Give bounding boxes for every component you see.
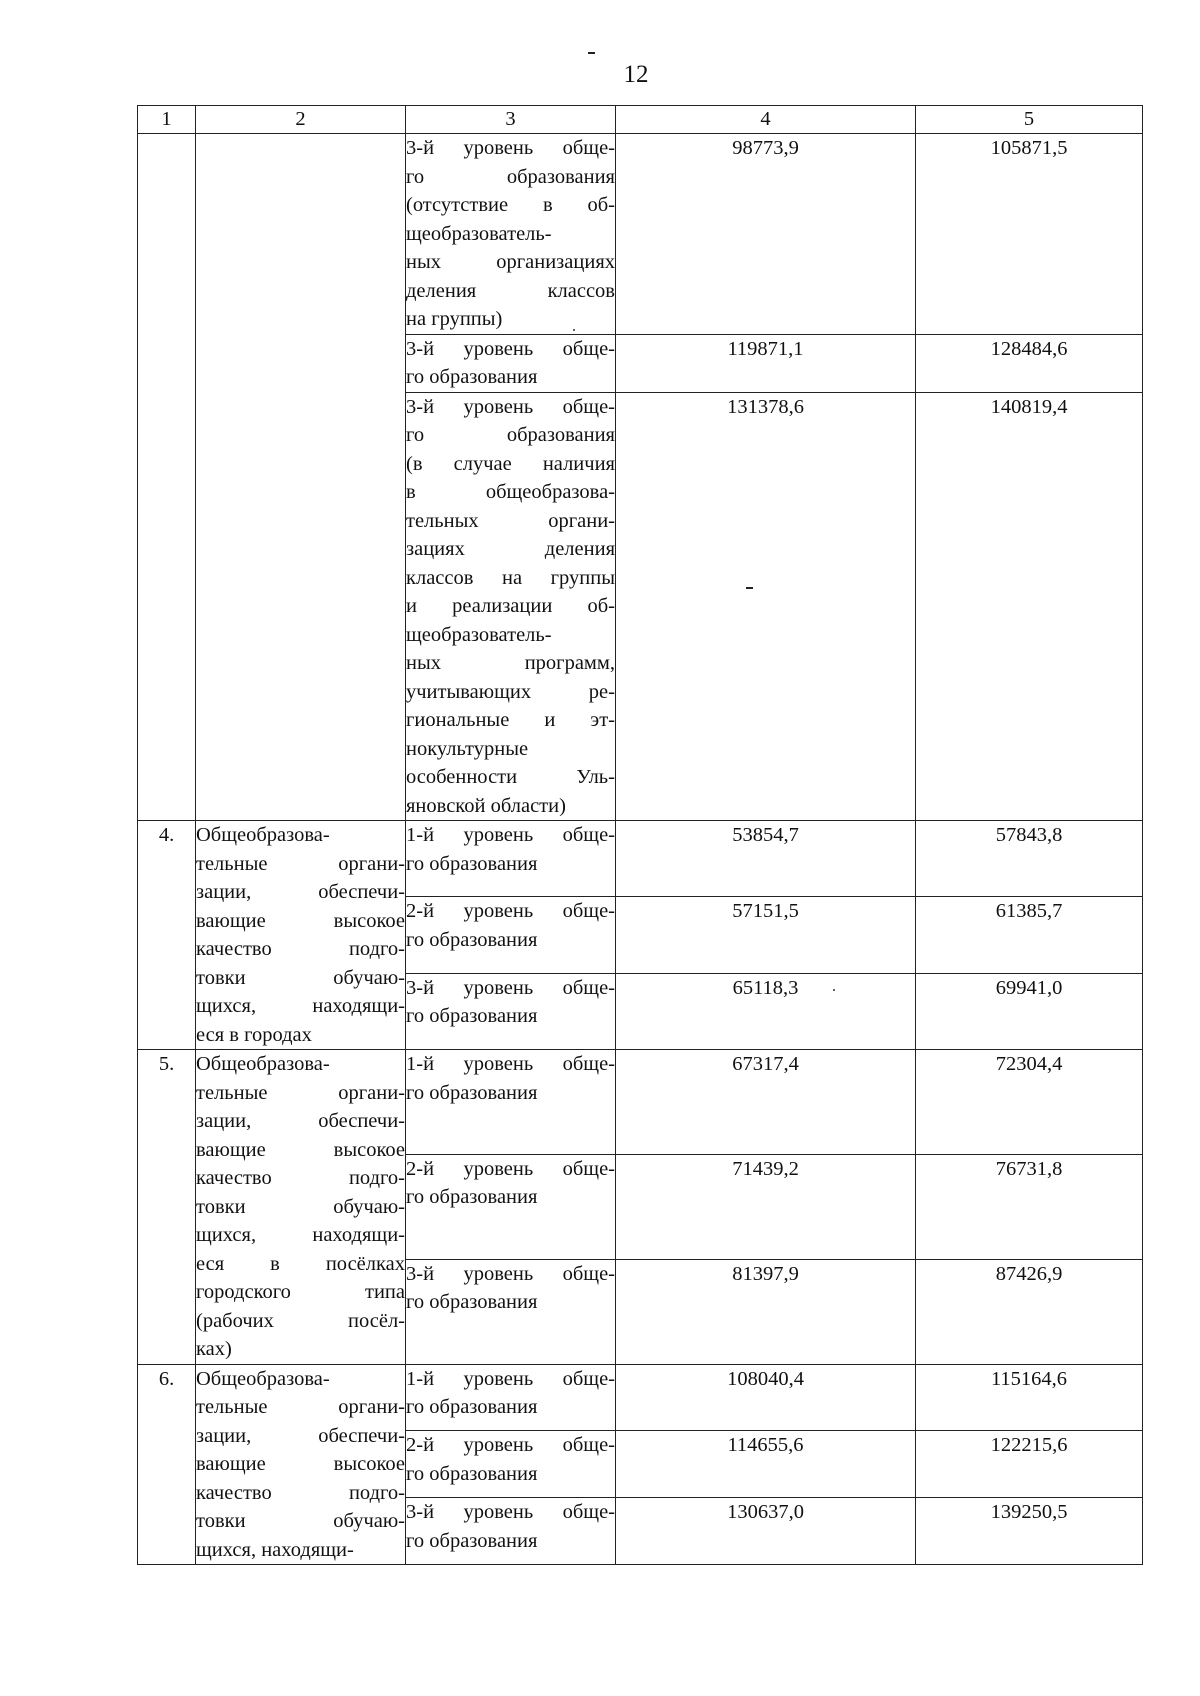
text-line: го образования bbox=[406, 1462, 538, 1485]
text-line: (рабочих посёл- bbox=[196, 1309, 405, 1332]
education-level bbox=[406, 1498, 616, 1565]
text-line: ных программ, bbox=[406, 652, 615, 674]
row-number: 6. bbox=[138, 1364, 196, 1565]
row-number: 4. bbox=[138, 821, 196, 1050]
scan-dot bbox=[573, 329, 575, 331]
text-line: тельных органи- bbox=[406, 509, 615, 532]
text-line: товки обучаю- bbox=[196, 1510, 405, 1532]
text-line: на группы) bbox=[406, 308, 503, 330]
text-line: городского типа bbox=[196, 1281, 405, 1303]
text-line: го образования bbox=[406, 1396, 538, 1418]
text-line: го образования bbox=[406, 366, 538, 388]
text-line: щихся, находящи- bbox=[196, 1224, 405, 1246]
table-row bbox=[138, 134, 1143, 335]
text-line: 1-й уровень обще- bbox=[406, 824, 615, 846]
text-line: щихся, находящи- bbox=[196, 995, 405, 1017]
text-line: 3-й уровень обще- bbox=[406, 137, 615, 159]
text-line: 3-й уровень обще- bbox=[406, 1262, 615, 1285]
text-line: 1-й уровень обще- bbox=[406, 1367, 615, 1390]
text-line: го образования bbox=[406, 1081, 538, 1104]
text-line: го образования bbox=[406, 852, 538, 875]
text-line: го образования bbox=[406, 1529, 538, 1552]
text-line: Общеобразова- bbox=[196, 824, 330, 846]
header-cell-4: 4 bbox=[616, 106, 916, 134]
organization-cell bbox=[196, 134, 406, 821]
level-cell bbox=[406, 134, 616, 335]
text-line: в общеобразова- bbox=[406, 481, 615, 503]
text-line: нокультурные bbox=[406, 737, 529, 760]
value-col4: 67317,4 bbox=[616, 1050, 916, 1155]
text-line: 3-й уровень обще- bbox=[406, 1501, 615, 1524]
text-line: го образования bbox=[406, 928, 538, 951]
text-line: щеобразователь- bbox=[406, 623, 552, 646]
education-level bbox=[406, 1259, 616, 1364]
value-col5: 57843,8 bbox=[916, 821, 1143, 897]
text-line: зации, обеспечи- bbox=[196, 1110, 405, 1132]
education-level bbox=[406, 1154, 616, 1259]
data-table bbox=[137, 105, 1143, 1565]
text-line: качество подго- bbox=[196, 1167, 405, 1189]
value-col4: 114655,6 bbox=[616, 1431, 916, 1498]
text-line: особенности Уль- bbox=[406, 766, 615, 788]
organization-description bbox=[196, 821, 406, 1050]
text-line: учитывающих ре- bbox=[406, 680, 615, 703]
text-line: вающие высокое bbox=[196, 909, 405, 932]
text-line: качество подго- bbox=[196, 1481, 405, 1504]
value-col5: 69941,0 bbox=[916, 973, 1143, 1049]
text-line: щеобразователь- bbox=[406, 222, 552, 245]
value-col4: 119871,1 bbox=[616, 334, 916, 392]
value-col5: 139250,5 bbox=[916, 1498, 1143, 1565]
text-line: зации, обеспечи- bbox=[196, 881, 405, 903]
text-line: яновской области) bbox=[406, 794, 566, 817]
text-line: го образования bbox=[406, 165, 615, 188]
value-col4: 131378,6 bbox=[616, 392, 916, 821]
text-line: ных организациях bbox=[406, 251, 615, 273]
value-col4: 130637,0 bbox=[616, 1498, 916, 1565]
text-line: тельные органи- bbox=[196, 1396, 405, 1418]
value-col5: 87426,9 bbox=[916, 1259, 1143, 1364]
level-cell bbox=[406, 334, 616, 392]
text-line: вающие высокое bbox=[196, 1138, 405, 1161]
value-col4: 65118,3 bbox=[616, 973, 916, 1049]
text-line: товки обучаю- bbox=[196, 966, 405, 989]
text-line: го образования bbox=[406, 1005, 538, 1028]
scan-mark bbox=[746, 587, 753, 589]
text-line: щихся, находящи- bbox=[196, 1538, 354, 1561]
education-level bbox=[406, 1364, 616, 1431]
organization-description bbox=[196, 1050, 406, 1365]
value-col5: 122215,6 bbox=[916, 1431, 1143, 1498]
text-line: (отсутствие в об- bbox=[406, 194, 615, 216]
text-line: го образования bbox=[406, 1291, 538, 1314]
scan-mark bbox=[588, 52, 595, 54]
value-col4: 98773,9 bbox=[616, 134, 916, 335]
table-body bbox=[138, 134, 1143, 1565]
text-line: го образования bbox=[406, 1186, 538, 1209]
text-line: 3-й уровень обще- bbox=[406, 337, 615, 360]
education-level bbox=[406, 1431, 616, 1498]
education-level bbox=[406, 973, 616, 1049]
page-number: 12 bbox=[623, 61, 649, 88]
text-line: еся в посёлках bbox=[196, 1252, 405, 1275]
education-level bbox=[406, 821, 616, 897]
text-line: 3-й уровень обще- bbox=[406, 395, 615, 418]
table-row bbox=[138, 1364, 1143, 1431]
table-row bbox=[138, 821, 1143, 897]
table-header bbox=[138, 106, 1143, 134]
value-col5: 140819,4 bbox=[916, 392, 1143, 821]
text-line: 2-й уровень обще- bbox=[406, 1434, 615, 1457]
row-number-cell bbox=[138, 134, 196, 821]
value-col5: 115164,6 bbox=[916, 1364, 1143, 1431]
value-col4: 53854,7 bbox=[616, 821, 916, 897]
text-line: го образования bbox=[406, 424, 615, 446]
value-col4: 57151,5 bbox=[616, 897, 916, 973]
education-level bbox=[406, 1050, 616, 1155]
header-cell-5: 5 bbox=[916, 106, 1143, 134]
text-line: тельные органи- bbox=[196, 1081, 405, 1104]
text-line: тельные органи- bbox=[196, 852, 405, 875]
text-line: 1-й уровень обще- bbox=[406, 1053, 615, 1075]
text-line: товки обучаю- bbox=[196, 1195, 405, 1218]
table-row bbox=[138, 1050, 1143, 1155]
header-cell-2: 2 bbox=[196, 106, 406, 134]
header-cell-3: 3 bbox=[406, 106, 616, 134]
text-line: еся в городах bbox=[196, 1023, 312, 1046]
value-col4: 71439,2 bbox=[616, 1154, 916, 1259]
text-line: и реализации об- bbox=[406, 595, 615, 617]
text-line: Общеобразова- bbox=[196, 1367, 330, 1390]
text-line: гиональные и эт- bbox=[406, 709, 615, 731]
scan-dot bbox=[833, 989, 835, 991]
text-line: зации, обеспечи- bbox=[196, 1424, 405, 1447]
value-col4: 81397,9 bbox=[616, 1259, 916, 1364]
row-number: 5. bbox=[138, 1050, 196, 1365]
value-col5: 105871,5 bbox=[916, 134, 1143, 335]
value-col5: 72304,4 bbox=[916, 1050, 1143, 1155]
text-line: качество подго- bbox=[196, 938, 405, 960]
value-col4: 108040,4 bbox=[616, 1364, 916, 1431]
text-line: деления классов bbox=[406, 279, 615, 302]
text-line: зациях деления bbox=[406, 538, 615, 560]
level-cell bbox=[406, 392, 616, 821]
organization-description bbox=[196, 1364, 406, 1565]
text-line: классов на группы bbox=[406, 566, 615, 589]
value-col5: 128484,6 bbox=[916, 334, 1143, 392]
education-level bbox=[406, 897, 616, 973]
text-line: 2-й уровень обще- bbox=[406, 900, 615, 923]
text-line: Общеобразова- bbox=[196, 1053, 330, 1075]
header-cell-1: 1 bbox=[138, 106, 196, 134]
text-line: вающие высокое bbox=[196, 1453, 405, 1475]
value-col5: 76731,8 bbox=[916, 1154, 1143, 1259]
text-line: 3-й уровень обще- bbox=[406, 976, 615, 999]
text-line: ках) bbox=[196, 1338, 232, 1360]
text-line: (в случае наличия bbox=[406, 452, 615, 475]
text-line: 2-й уровень обще- bbox=[406, 1157, 615, 1180]
value-col5: 61385,7 bbox=[916, 897, 1143, 973]
